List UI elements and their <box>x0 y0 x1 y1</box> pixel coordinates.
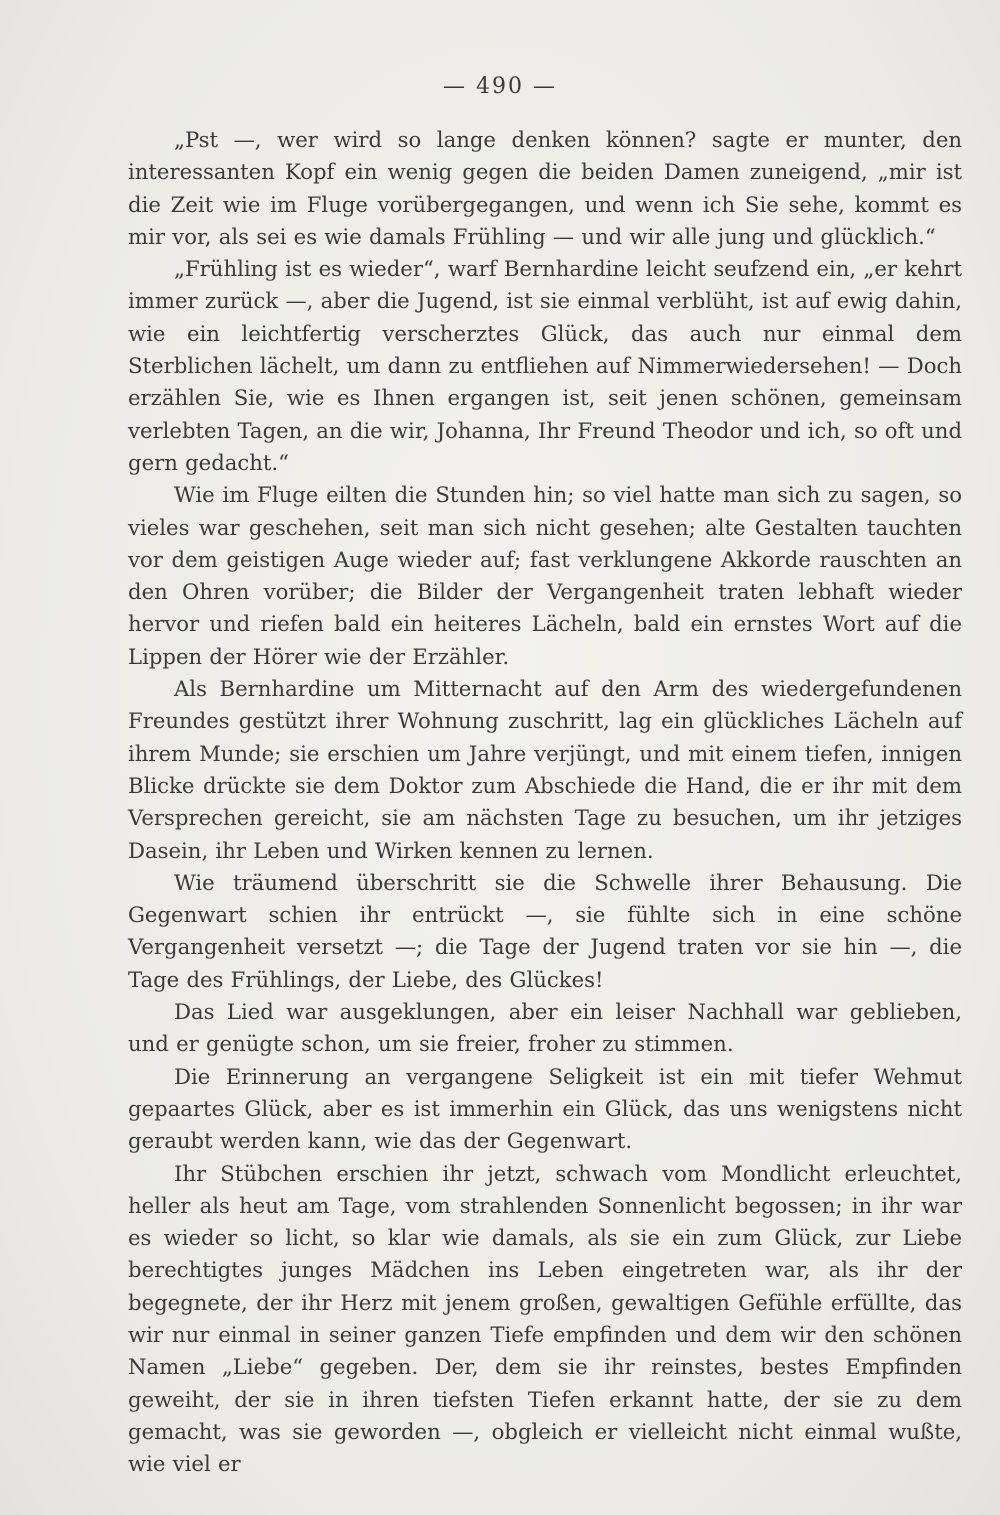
paragraph-7: Die Erinnerung an vergangene Seligkeit ist ein mit tiefer Wehmut gepaartes Glück, aber es ist immerhin ein Glück, das uns wenigstens nicht geraubt werden kann, wie das der Gegenwart. <box>128 1063 962 1154</box>
paragraph-6: Das Lied war ausgeklungen, aber ein leiser Nachhall war geblieben, und er genügte schon, um sie freier, froher zu stimmen. <box>128 999 962 1057</box>
paragraph-8: Ihr Stübchen erschien ihr jetzt, schwach vom Mondlicht erleuchtet, heller als heut am Tage, vom strahlenden Sonnenlicht begossen; in ihr war es wieder so licht, so klar wie damals, als sie ein zum Glück, zur Liebe berechtigtes junges Mädchen ins Leben eingetreten war, als ihr der begegnete, der ihr Herz mit jenem großen, gewaltigen Gefühle erfüllte, das wir nur einmal in seiner ganzen Tiefe empfinden und dem wir den schönen Namen „Liebe“ gegeben. Der, dem sie ihr reinstes, bestes Empfinden geweiht, der sie in ihren tiefsten Tiefen erkannt hatte, der sie zu dem gemacht, was sie geworden —, obgleich er vielleicht nicht einmal wußte, wie viel er <box>128 1160 962 1477</box>
paragraph-3: Wie im Fluge eilten die Stunden hin; so viel hatte man sich zu sagen, so vieles war geschehen, seit man sich nicht gesehen; alte Gestalten tauchten vor dem geistigen Auge wieder auf; fast verklungene Akkorde rauschten an den Ohren vorüber; die Bilder der Vergangenheit traten lebhaft wieder hervor und riefen bald ein heiteres Lächeln, bald ein ernstes Wort auf die Lippen der Hörer wie der Erzähler. <box>128 482 962 669</box>
paragraph-2: „Frühling ist es wieder“, warf Bernhardine leicht seufzend ein, „er kehrt immer zurück —, aber die Jugend, ist sie einmal verblüht, ist auf ewig dahin, wie ein leichtfertig verscherztes Glück, das auch nur einmal dem Sterblichen lächelt, um dann zu entfliehen auf Nimmerwiedersehen! — Doch erzählen Sie, wie es Ihnen ergangen ist, seit jenen schönen, gemeinsam verlebten Tagen, an die wir, Johanna, Ihr Freund Theodor und ich, so oft und gern gedacht.“ <box>128 256 963 475</box>
body-text <box>128 124 962 1480</box>
paragraph-5: Wie träumend überschritt sie die Schwelle ihrer Behausung. Die Gegenwart schien ihr entrückt —, sie fühlte sich in eine schöne Vergangenheit versetzt —; die Tage der Jugend traten vor sie hin —, die Tage des Frühlings, der Liebe, des Glückes! <box>128 869 962 992</box>
page-number: — 490 — <box>443 74 557 99</box>
paragraph-1: „Pst —, wer wird so lange denken können? sagte er munter, den interessanten Kopf ein wenig gegen die beiden Damen zuneigend, „mir ist die Zeit wie im Fluge vorübergegangen, und wenn ich Sie sehe, kommt es mir vor, als sei es wie damals Frühling — und wir alle jung und glücklich.“ <box>128 127 962 249</box>
paragraph-4: Als Bernhardine um Mitternacht auf den Arm des wiedergefundenen Freundes gestützt ihrer Wohnung zuschritt, lag ein glückliches Lächeln auf ihrem Munde; sie erschien um Jahre verjüngt, und mit einem tiefen, innigen Blicke drückte sie dem Doktor zum Abschiede die Hand, die er ihr mit dem Versprechen gereicht, sie am nächsten Tage zu besuchen, um ihr jetziges Dasein, ihr Leben und Wirken kennen zu lernen. <box>128 676 962 863</box>
